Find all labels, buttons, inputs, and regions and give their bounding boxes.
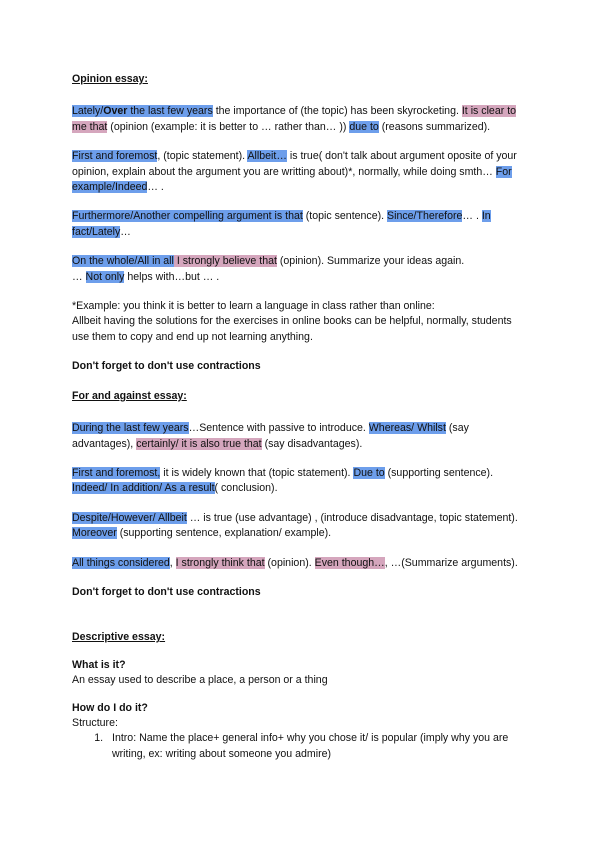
highlight-even-though: Even though… <box>314 556 385 569</box>
opinion-paragraph-1: Lately/Over the last few years the importance of (the topic) has been skyrocketing. It is clear to me that (opinion (example: it is better to … rather than… )) due to (reasons summarized). <box>72 105 517 133</box>
opinion-paragraph-3: Furthermore/Another compelling argument is that (topic sentence). Since/Therefore… . In fact/Lately… <box>72 210 491 238</box>
answer-what-is-it: An essay used to describe a place, a person or a thing <box>72 674 328 687</box>
for-against-paragraph-2: First and foremost, it is widely known that (topic statement). Due to (supporting sentence). Indeed/ In addition/ As a result( conclusion). <box>72 466 494 495</box>
highlight-for-example: For example/Indeed <box>72 165 512 194</box>
highlight-on-the-whole: On the whole/All in all <box>72 255 174 268</box>
opinion-example-line-2: Allbeit having the solutions for the exercises in online books can be helpful, normally, students use them to copy and end up not learning anything. <box>72 315 512 343</box>
highlight-due-to: due to <box>349 120 379 133</box>
heading-for-and-against-essay: For and against essay: <box>72 389 187 402</box>
highlight-not-only: Not only <box>85 270 125 283</box>
for-against-paragraph-4: All things considered, I strongly think that (opinion). Even though…, …(Summarize arguments). <box>72 556 518 569</box>
highlight-first-and-foremost: First and foremost <box>72 150 158 163</box>
for-against-reminder: Don't forget to don't use contractions <box>72 585 261 598</box>
highlight-indeed-in-addition: Indeed/ In addition/ As a result <box>72 482 215 495</box>
highlight-during-last-few-years: During the last few years <box>72 422 189 435</box>
for-against-paragraph-3: Despite/However/ Allbeit … is true (use advantage) , (introduce disadvantage, topic statement). Moreover (supporting sentence, explanation/ example). <box>72 511 518 540</box>
highlight-whereas-whilst: Whereas/ Whilst <box>368 422 446 435</box>
opinion-paragraph-2: First and foremost, (topic statement). Allbeit… is true( don't talk about argument oposite of your opinion, explain about the argument you are writting about)*, normally, while doing smth… For example/Indeed… . <box>72 150 517 194</box>
highlight-due-to-2: Due to <box>353 466 385 479</box>
highlight-despite-however: Despite/However/ Allbeit <box>72 511 187 524</box>
structure-list <box>72 731 530 762</box>
opinion-example-line-1: *Example: you think it is better to learn a language in class rather than online: <box>72 300 435 313</box>
heading-opinion-essay: Opinion essay: <box>72 73 148 85</box>
question-how-do-i-do-it: How do I do it? <box>72 701 148 714</box>
highlight-lately: Lately/Over the last few years <box>72 105 213 118</box>
highlight-certainly: certainly/ it is also true that <box>136 437 262 450</box>
highlight-i-strongly-think: I strongly think that <box>175 556 265 569</box>
structure-item-intro: 1. Intro: Name the place+ general info+ why you chose it/ is popular (imply why you are writing, ex: writing about someone you admire) <box>106 731 530 762</box>
highlight-furthermore: Furthermore/Another compelling argument is that <box>72 210 303 223</box>
highlight-it-is-clear: It is clear to me that <box>72 105 517 133</box>
opinion-reminder: Don't forget to don't use contractions <box>72 360 261 373</box>
highlight-first-and-foremost-2: First and foremost, <box>72 466 161 479</box>
highlight-since-therefore: Since/Therefore <box>387 210 463 223</box>
opinion-paragraph-4: On the whole/All in all I strongly believe that (opinion). Summarize your ideas again. … Not only helps with…but … . <box>72 255 465 283</box>
highlight-in-fact: In fact/Lately <box>72 210 491 238</box>
highlight-moreover: Moreover <box>72 527 117 540</box>
highlight-i-strongly-believe: I strongly believe that <box>173 255 277 268</box>
question-what-is-it: What is it? <box>72 658 126 671</box>
heading-descriptive-essay: Descriptive essay: <box>72 631 166 644</box>
highlight-allbeit: Allbeit… <box>247 150 287 163</box>
structure-label: Structure: <box>72 716 118 729</box>
highlight-all-things-considered: All things considered <box>72 556 170 569</box>
for-against-paragraph-1: During the last few years…Sentence with passive to introduce. Whereas/ Whilst (say advantages), certainly/ it is also true that (say disadvantages). <box>72 422 469 450</box>
